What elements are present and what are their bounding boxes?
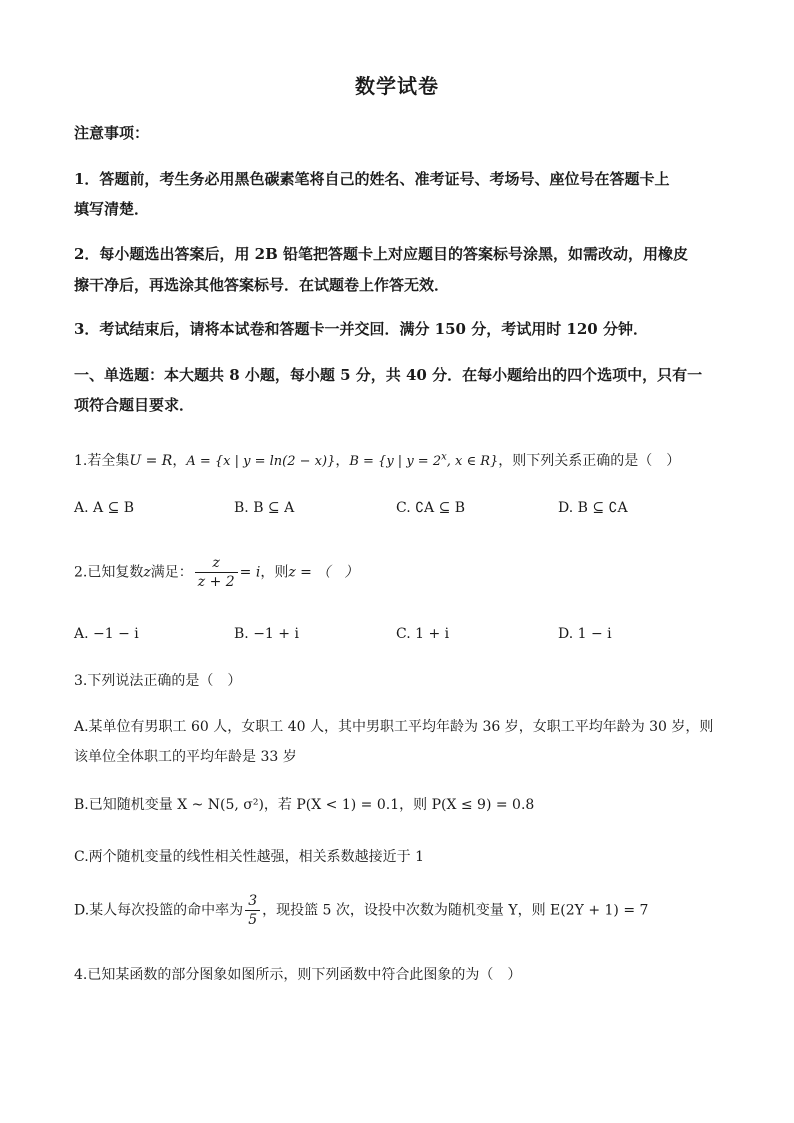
q1-universal-set: U = R — [129, 453, 173, 469]
q2-option-c: C. 1 + i — [396, 626, 450, 642]
q3-denominator: 5 — [248, 912, 258, 928]
q2-suffix: ，则 — [260, 564, 289, 581]
q2-option-d: D. 1 − i — [558, 626, 612, 642]
q1-option-d: D. B ⊆ ∁A — [558, 500, 628, 516]
q1-set-b-tail: , x ∈ R} — [446, 454, 499, 469]
q1-suffix: ，则下列关系正确的是（ ） — [498, 453, 681, 469]
q1-set-b: B = {y | y = 2 — [349, 454, 442, 469]
note-1-line-2: 填写清楚． — [74, 200, 150, 218]
q3-option-a-line-1: A.某单位有男职工 60 人，女职工 40 人，其中男职工平均年龄为 36 岁，女职工平均年龄为 30 岁，则 — [74, 719, 714, 735]
note-3: 3．考试结束后，请将本试卷和答题卡一并交回．满分 150 分，考试用时 120 分钟． — [74, 320, 648, 338]
q3-option-b: B.已知随机变量 X ~ N(5, σ²)，若 P(X < 1) = 0.1，则 P(X ≤ 9) = 0.8 — [74, 797, 535, 813]
q3-option-c: C.两个随机变量的线性相关性越强，相关系数越接近于 1 — [74, 849, 425, 865]
q2-mid: 满足： — [150, 564, 193, 581]
note-1-line-1: 1．答题前，考生务必用黑色碳素笔将自己的姓名、准考证号、考场号、座位号在答题卡上 — [74, 170, 670, 188]
q3-numerator: 3 — [245, 892, 260, 911]
note-2-line-1: 2．每小题选出答案后，用 2B 铅笔把答题卡上对应题目的答案标号涂黑，如需改动，用橡皮 — [74, 245, 689, 263]
q2-prefix: 2.已知复数 — [74, 564, 144, 581]
q2-fraction — [195, 554, 238, 591]
q2-option-b: B. −1 + i — [234, 626, 299, 642]
q1-set-a: A = {x | y = ln(2 − x)} — [186, 454, 336, 469]
section-1-line-2: 项符合题目要求． — [74, 396, 195, 414]
q3-option-d-prefix: D.某人每次投篮的命中率为 — [74, 902, 244, 919]
q2-option-a: A. −1 − i — [74, 626, 139, 642]
question-2-stem — [74, 554, 358, 591]
q1-option-a: A. A ⊆ B — [74, 500, 135, 516]
question-1-stem: 1.若全集U = R，A = {x | y = ln(2 − x)}，B = {y | $y = 2^x$, x ∈ R}，则下列关系正确的是（ ） — [74, 451, 681, 469]
q3-option-d-suffix: ，现投篮 5 次，设投中次数为随机变量 Y，则 E(2Y + 1) = 7 — [262, 902, 649, 919]
q1-set-b-exponent: x — [441, 451, 447, 463]
notes-heading: 注意事项： — [74, 124, 150, 142]
question-4-stem: 4.已知某函数的部分图象如图所示，则下列函数中符合此图象的为（ ） — [74, 967, 522, 983]
q2-numerator: z — [195, 554, 238, 573]
q3-fraction — [245, 892, 260, 929]
q2-equals: = i — [239, 564, 261, 581]
q2-variable: z — [143, 564, 151, 581]
q2-ask: z = （ ） — [288, 564, 359, 581]
q2-denominator: z + 2 — [197, 574, 235, 590]
page-title: 数学试卷 — [355, 74, 439, 98]
question-3-stem: 3.下列说法正确的是（ ） — [74, 673, 242, 689]
q1-prefix: 1.若全集 — [74, 453, 130, 469]
q1-option-c: C. ∁A ⊆ B — [396, 500, 466, 516]
q3-option-a-line-2: 该单位全体职工的平均年龄是 33 岁 — [74, 749, 297, 765]
note-2-line-2: 擦干净后，再选涂其他答案标号．在试题卷上作答无效． — [74, 276, 450, 294]
q3-option-d — [74, 892, 648, 929]
section-1-line-1: 一、单选题：本大题共 8 小题，每小题 5 分，共 40 分．在每小题给出的四个选项中，只有一 — [74, 366, 703, 384]
q1-option-b: B. B ⊆ A — [234, 500, 295, 516]
